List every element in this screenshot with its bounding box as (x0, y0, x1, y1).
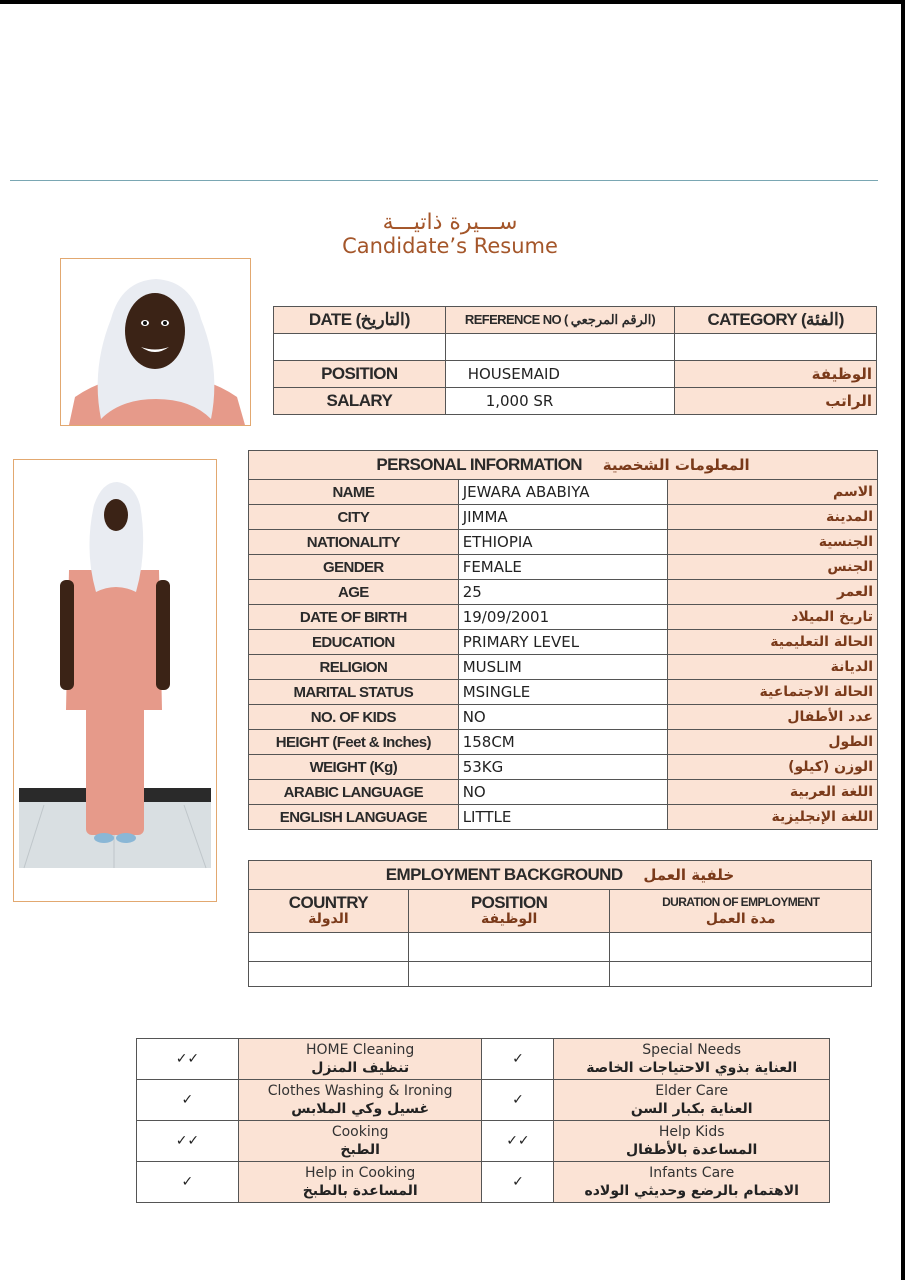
category-label: CATEGORY (الفئة) (675, 307, 877, 334)
personal-field-value: JIMMA (458, 505, 668, 530)
personal-field-label: ENGLISH LANGUAGE (249, 805, 459, 830)
skill-label-arabic: الطبخ (340, 1142, 380, 1158)
skill-label-cell (238, 1162, 482, 1203)
position-label-arabic: الوظيفة (675, 361, 877, 388)
personal-field-label: RELIGION (249, 655, 459, 680)
full-length-illustration (14, 460, 216, 901)
employment-title: EMPLOYMENT BACKGROUND (385, 865, 623, 884)
personal-field-label-arabic: الوزن (كيلو) (668, 755, 878, 780)
skill-row (137, 1080, 830, 1121)
personal-field-label-arabic: الحالة التعليمية (668, 630, 878, 655)
personal-field-label: WEIGHT (Kg) (249, 755, 459, 780)
skill-label-cell (238, 1121, 482, 1162)
skill-label: Clothes Washing & Ironing (267, 1083, 453, 1099)
personal-field-label: NAME (249, 480, 459, 505)
skill-check-mark-icon: ✓ (482, 1080, 554, 1121)
personal-info-row (249, 630, 878, 655)
skill-check-mark-icon: ✓ (137, 1080, 239, 1121)
category-value (675, 334, 877, 361)
skill-check-mark-icon: ✓ (482, 1162, 554, 1203)
personal-field-label: ARABIC LANGUAGE (249, 780, 459, 805)
skill-label-cell (554, 1080, 830, 1121)
skill-label: Infants Care (649, 1165, 735, 1181)
personal-field-label-arabic: الجنسية (668, 530, 878, 555)
personal-field-label: EDUCATION (249, 630, 459, 655)
employment-empty-cell (610, 962, 872, 987)
skill-label-arabic: العناية بكبار السن (630, 1101, 753, 1117)
skills-rows (137, 1039, 830, 1203)
personal-info-row (249, 680, 878, 705)
skill-label-arabic: الاهتمام بالرضع وحديثي الولاده (584, 1183, 799, 1199)
skill-label-cell (238, 1039, 482, 1080)
personal-field-value: ETHIOPIA (458, 530, 668, 555)
skill-row (137, 1162, 830, 1203)
personal-field-value: JEWARA ABABIYA (458, 480, 668, 505)
personal-field-label-arabic: الجنس (668, 555, 878, 580)
personal-field-label-arabic: العمر (668, 580, 878, 605)
personal-field-label: HEIGHT (Feet & Inches) (249, 730, 459, 755)
skill-label-arabic: تنظيف المنزل (311, 1060, 410, 1076)
country-header-label: COUNTRY (288, 893, 369, 912)
employment-empty-cell (408, 933, 610, 962)
salary-label: SALARY (274, 388, 446, 415)
personal-field-label-arabic: الاسم (668, 480, 878, 505)
skill-label: Help in Cooking (305, 1165, 416, 1181)
position-label: POSITION (274, 361, 446, 388)
skill-check-mark-icon: ✓✓ (137, 1039, 239, 1080)
employment-empty-cell (249, 933, 409, 962)
duration-header-label: DURATION OF EMPLOYMENT (662, 895, 820, 909)
personal-field-value: 19/09/2001 (458, 605, 668, 630)
personal-info-rows (249, 480, 878, 830)
emp-position-header-label: POSITION (470, 893, 548, 912)
personal-field-value: NO (458, 705, 668, 730)
salary-value: 1,000 SR (445, 388, 675, 415)
skill-label-cell (238, 1080, 482, 1121)
country-header (249, 890, 409, 933)
personal-info-title-arabic: المعلومات الشخصية (602, 456, 750, 474)
personal-info-row (249, 580, 878, 605)
skill-label: Elder Care (655, 1083, 729, 1099)
skill-check-mark-icon: ✓ (482, 1039, 554, 1080)
personal-field-value: 158CM (458, 730, 668, 755)
employment-empty-cell (610, 933, 872, 962)
personal-field-label-arabic: الديانة (668, 655, 878, 680)
personal-field-value: 25 (458, 580, 668, 605)
personal-info-row (249, 655, 878, 680)
resume-title: Candidate’s Resume (342, 234, 558, 258)
skill-label: HOME Cleaning (306, 1042, 415, 1058)
skills-table (136, 1038, 830, 1203)
personal-field-label-arabic: اللغة العربية (668, 780, 878, 805)
employment-header (249, 861, 872, 890)
personal-field-label: NATIONALITY (249, 530, 459, 555)
emp-position-header-arabic: الوظيفة (480, 911, 538, 927)
employment-empty-cell (408, 962, 610, 987)
skill-label-arabic: المساعدة بالأطفال (626, 1142, 758, 1158)
reference-value (445, 334, 675, 361)
salary-label-arabic: الراتب (675, 388, 877, 415)
personal-field-label: DATE OF BIRTH (249, 605, 459, 630)
personal-field-value: MSINGLE (458, 680, 668, 705)
skill-label-cell (554, 1121, 830, 1162)
resume-title-arabic: ســـيرة ذاتيـــة (382, 210, 518, 235)
personal-field-label: MARITAL STATUS (249, 680, 459, 705)
skill-check-mark-icon: ✓ (137, 1162, 239, 1203)
page-border-right (901, 0, 905, 1280)
emp-position-header (408, 890, 610, 933)
skill-check-mark-icon: ✓✓ (137, 1121, 239, 1162)
employment-empty-cell (249, 962, 409, 987)
personal-info-title: PERSONAL INFORMATION (376, 455, 582, 474)
personal-info-header (249, 451, 878, 480)
personal-field-value: LITTLE (458, 805, 668, 830)
position-value: HOUSEMAID (445, 361, 675, 388)
personal-info-row (249, 730, 878, 755)
personal-info-row (249, 780, 878, 805)
personal-field-label-arabic: اللغة الإنجليزية (668, 805, 878, 830)
personal-field-label-arabic: الحالة الاجتماعية (668, 680, 878, 705)
personal-info-row (249, 530, 878, 555)
personal-field-label: NO. OF KIDS (249, 705, 459, 730)
personal-field-label-arabic: تاريخ الميلاد (668, 605, 878, 630)
personal-info-row (249, 705, 878, 730)
personal-info-row (249, 505, 878, 530)
personal-field-label: GENDER (249, 555, 459, 580)
country-header-arabic: الدولة (308, 911, 349, 927)
personal-field-label: AGE (249, 580, 459, 605)
page-border-top (0, 0, 905, 4)
duration-header-arabic: مدة العمل (705, 911, 776, 927)
skill-label-cell (554, 1162, 830, 1203)
personal-field-label: CITY (249, 505, 459, 530)
portrait-illustration (61, 259, 250, 425)
skill-label: Help Kids (658, 1124, 725, 1140)
skill-label-arabic: غسيل وكي الملابس (291, 1101, 430, 1117)
job-info-table (273, 306, 877, 415)
personal-info-row (249, 555, 878, 580)
personal-field-value: PRIMARY LEVEL (458, 630, 668, 655)
personal-field-value: NO (458, 780, 668, 805)
date-label: DATE (التاريخ) (274, 307, 446, 334)
skill-label: Cooking (331, 1124, 389, 1140)
reference-label: REFERENCE NO ( الرقم المرجعي) (445, 307, 675, 334)
personal-info-row (249, 480, 878, 505)
personal-field-label-arabic: الطول (668, 730, 878, 755)
skill-label: Special Needs (642, 1042, 742, 1058)
personal-info-row (249, 605, 878, 630)
personal-field-value: FEMALE (458, 555, 668, 580)
duration-header (610, 890, 872, 933)
candidate-full-photo (13, 459, 217, 902)
personal-info-row (249, 805, 878, 830)
personal-field-label-arabic: عدد الأطفال (668, 705, 878, 730)
header-divider (10, 180, 878, 181)
skill-label-arabic: المساعدة بالطبخ (302, 1183, 418, 1199)
candidate-portrait-photo (60, 258, 251, 426)
skill-row (137, 1039, 830, 1080)
personal-field-value: 53KG (458, 755, 668, 780)
employment-background-table (248, 860, 872, 987)
personal-information-table (248, 450, 878, 830)
personal-field-value: MUSLIM (458, 655, 668, 680)
personal-field-label-arabic: المدينة (668, 505, 878, 530)
skill-check-mark-icon: ✓✓ (482, 1121, 554, 1162)
skill-row (137, 1121, 830, 1162)
date-value (274, 334, 446, 361)
skill-label-arabic: العناية بذوي الاحتياجات الخاصة (586, 1060, 798, 1076)
skill-label-cell (554, 1039, 830, 1080)
personal-info-row (249, 755, 878, 780)
employment-title-arabic: خلفية العمل (643, 866, 735, 884)
